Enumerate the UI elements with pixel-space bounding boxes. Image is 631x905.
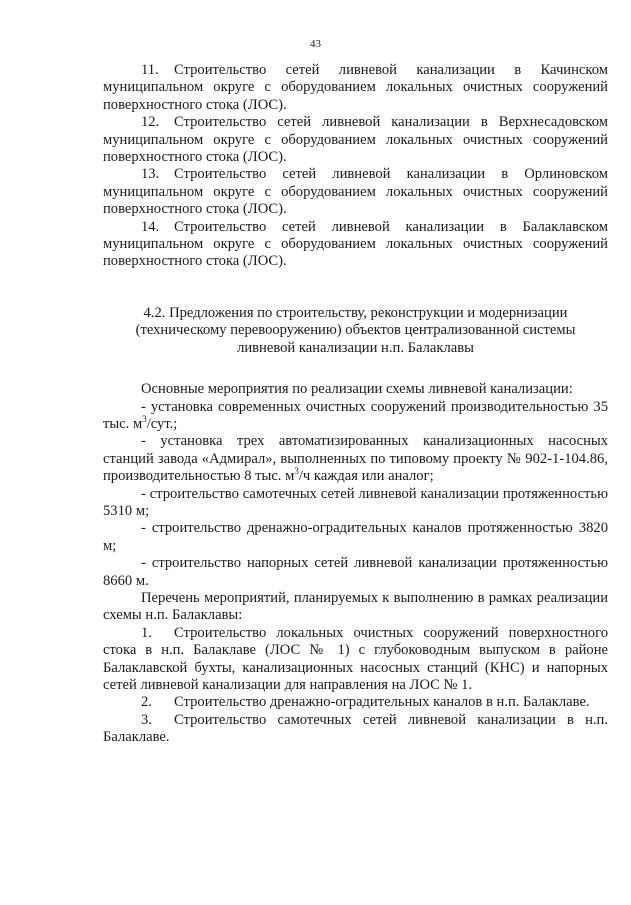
page-number: 43: [310, 38, 321, 50]
list-item: [103, 114, 608, 166]
section-heading-line: 4.2. Предложения по строительству, реконструкции и модернизации: [143, 304, 568, 321]
list-item-text: Строительство сетей ливневой канализации в Качинском муниципальном округе с оборудованием локальных очистных сооружений поверхностного стока (ЛОС).: [103, 62, 608, 113]
section-heading-line: (техническому перевооружению) объектов централизованной системы: [135, 322, 576, 339]
list-item-number: 11.: [141, 62, 159, 78]
superscript: 3: [294, 466, 299, 477]
planned-item: [103, 694, 608, 711]
list-item-number: 14.: [141, 218, 160, 235]
planned-item-text: Строительство самотечных сетей ливневой канализации в н.п. Балаклаве.: [103, 711, 608, 746]
list-item-number: 13.: [141, 166, 160, 183]
planned-intro: Перечень мероприятий, планируемых к выполнению в рамках реализации схемы н.п. Балаклавы:: [103, 589, 608, 624]
list-item-number: 12.: [141, 114, 160, 131]
document-body: [103, 62, 608, 747]
planned-item: [103, 712, 608, 747]
measure-item: - установка трех автоматизированных канализационных насосных станций завода «Адмирал», выполненных по типовому проекту № 902-1-104.86, производительностью 8 тыс. $м^3/ч$ каждая или аналог;: [103, 433, 608, 485]
measure-item: - установка современных очистных сооружений производительностью 35 тыс. $м^3$/сут.;: [103, 398, 608, 432]
list-item-text: Строительство сетей ливневой канализации в Верхнесадовском муниципальном округе с оборудованием локальных очистных сооружений поверхностного стока (ЛОС).: [103, 114, 608, 166]
planned-item-text: Строительство локальных очистных сооружений поверхностного стока в н.п. Балаклаве (ЛОС № 1) с глубоководным выпуском в районе Балаклавской бухты, канализационных насосных станций (КНС) и напорных сетей ливневой канализации для направления на ЛОС № 1.: [103, 624, 608, 693]
list-item: [103, 62, 608, 114]
section-heading: [103, 305, 608, 357]
measures-intro: Основные мероприятия по реализации схемы ливневой канализации:: [141, 381, 573, 398]
measure-item: - строительство дренажно-оградительных каналов протяженностью 3820 м;: [103, 520, 608, 554]
planned-item-number: 2.: [141, 694, 152, 711]
planned-item-number: 1.: [141, 624, 152, 641]
planned-item-text: Строительство дренажно-оградительных каналов в н.п. Балаклаве.: [174, 694, 590, 711]
measure-item: - строительство самотечных сетей ливневой канализации протяженностью 5310 м;: [103, 485, 608, 519]
list-item: [103, 166, 608, 218]
superscript: 3: [142, 414, 147, 425]
list-item-text: Строительство сетей ливневой канализации в Балаклавском муниципальном округе с оборудованием локальных очистных сооружений поверхностного стока (ЛОС).: [103, 218, 608, 270]
measure-item: - строительство напорных сетей ливневой канализации протяженностью 8660 м.: [103, 555, 608, 589]
section-heading-line: ливневой канализации н.п. Балаклавы: [237, 339, 474, 356]
planned-item-number: 3.: [141, 711, 152, 728]
planned-item: [103, 625, 608, 695]
list-item: [103, 219, 608, 271]
list-item-text: Строительство сетей ливневой канализации в Орлиновском муниципальном округе с оборудованием локальных очистных сооружений поверхностного стока (ЛОС).: [103, 166, 608, 218]
